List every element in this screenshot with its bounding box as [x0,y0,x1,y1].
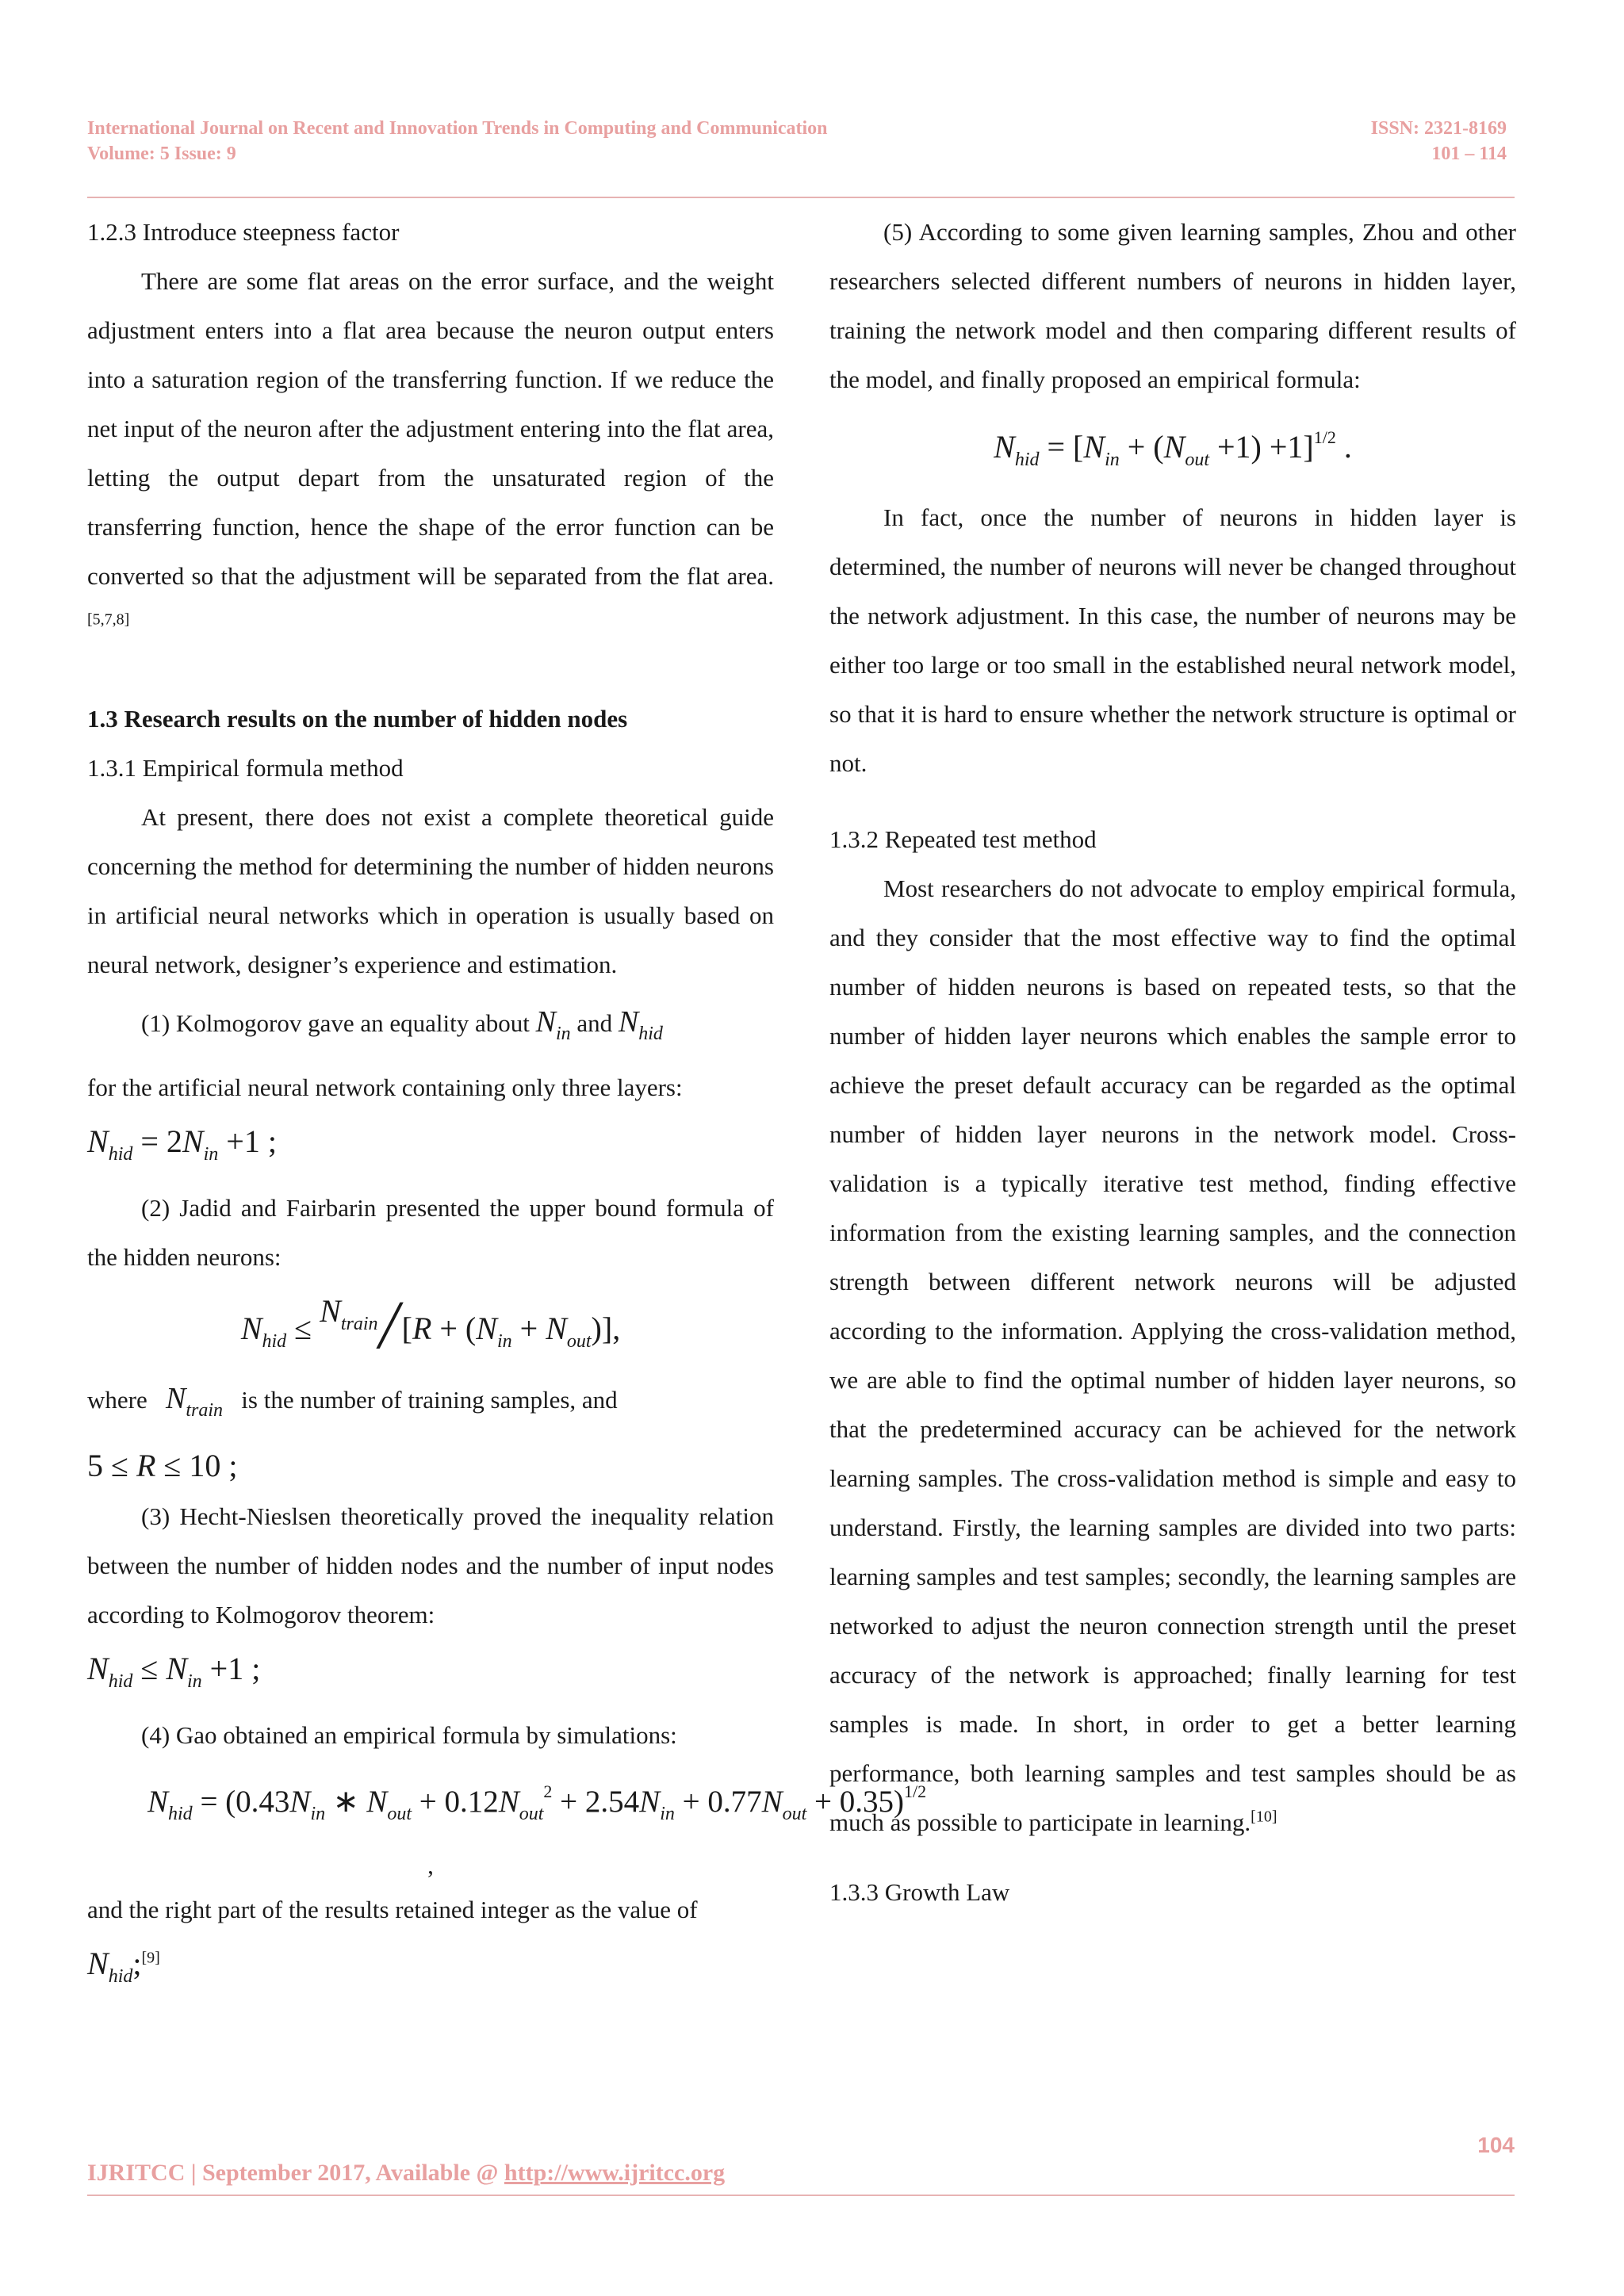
zhou-paragraph: (5) According to some given learning samples, Zhou and other researchers selected different numbers of neurons in hidden layer, training the network model and then comparing different results of the model, and finally proposed an empirical formula: [829,218,1516,393]
equation-zhou: $N_{hid} = [N_{in} + (N_{out} +1) +1]^{1/2}$ . [994,427,1352,470]
section-1-3-2-body [829,864,1516,1847]
section-1-3-3-title: 1.3.3 Growth Law [829,1878,1010,1906]
where-a: where [87,1386,147,1414]
spacer [829,1847,1516,1868]
equation-kolmogorov: $N_{hid} = 2N_{in} +1$ ; [87,1123,277,1165]
page-number: 104 [1477,2133,1515,2157]
hecht-paragraph: (3) Hecht-Nieslsen theoretically proved the inequality relation between the number of hidden nodes and the number of input nodes according to Kolmogorov theorem: [87,1502,774,1628]
spacer [87,650,774,695]
gao-comma: , [427,1851,434,1879]
volume-issue: Volume: 5 Issue: 9 [87,144,236,164]
n-in-symbol: $N_{in}$ [535,1005,571,1044]
section-1-3-title: 1.3 Research results on the number of hidden nodes [87,705,628,733]
issn: ISSN: 2321-8169 [1370,118,1507,139]
journal-title: International Journal on Recent and Innovation Trends in Computing and Communication [87,118,828,139]
equation-jadid: $N_{hid}$ ≤ $N_{train}╱[R + (N_{in} + N_{out})]$, [240,1293,621,1352]
journal-link[interactable]: http://www.ijritcc.org [504,2160,726,2186]
kolmogorov-paragraph [87,989,774,1063]
spacer [829,788,1516,815]
header-right [1371,116,1507,166]
header-left [87,116,828,166]
n-hid-final: $N_{hid};[9]$ [87,1946,160,1987]
section-1-3-2-title: 1.3.2 Repeated test method [829,825,1097,853]
section-1-2-3-body [87,257,774,650]
footer-label: IJRITCC | September 2017, Available @ [87,2160,499,2186]
citation: [10] [1251,1808,1277,1826]
section-1-3-1-body: At present, there does not exist a complete theoretical guide concerning the method for determining the number of hidden neurons in artificial neural networks which in operation is usually based on neural network, designer’s experience and estimation. [87,803,774,978]
n-train-symbol: $N_{train}$ [165,1382,224,1421]
n-hid-symbol: $N_{hid}$ [618,1005,663,1044]
s123-text: There are some flat areas on the error surface, and the weight adjustment enters into a flat area because the neuron output enters into a saturation region of the transferring function. If we reduce the net input of the neuron after the adjustment entering into the flat area, letting the output depart from the unsaturated region of the transferring function, hence the shape of the error function can be converted so that the adjustment will be separated from the flat area. [87,267,774,590]
where-b: is the number of training samples, and [241,1386,618,1414]
gao-after: and the right part of the results retained integer as the value of [87,1896,698,1923]
section-1-3-1-title: 1.3.1 Empirical formula method [87,754,404,782]
page-range: 101 – 114 [1431,144,1507,164]
p1-text-b: for the artificial neural network containing only three layers: [87,1073,683,1101]
citation: [9] [141,1949,160,1967]
fact-paragraph: In fact, once the number of neurons in hidden layer is determined, the number of neurons will never be changed throughout the network adjustment. In this case, the number of neurons may be either too large or too small in the established neural network model, so that it is hard to ensure whether the network structure is optimal or not. [829,503,1516,777]
header-rule [87,197,1515,198]
equation-gao: $N_{hid} = (0.43N_{in}$ ∗ $N_{out} + 0.12N_{out}^2 + 2.54N_{in} + 0.77N_{out} + 0.35)^{1/2}$ [147,1781,927,1824]
p1-text-a: (1) Kolmogorov gave an equality about [141,1009,530,1037]
gao-paragraph: (4) Gao obtained an empirical formula by simulations: [141,1721,677,1749]
p1-and: and [576,1009,613,1037]
equation-hecht: $N_{hid} \le N_{in} +1$ ; [87,1651,261,1692]
citation: [5,7,8] [87,610,130,629]
jadid-paragraph: (2) Jadid and Fairbarin presented the upper bound formula of the hidden neurons: [87,1194,774,1271]
section-1-2-3-title: 1.2.3 Introduce steepness factor [87,218,400,246]
equation-r-range: 5 ≤ R ≤ 10 ; [87,1448,238,1483]
right-column [829,208,1516,1917]
footer-rule [87,2195,1515,2196]
footer-text [87,2160,725,2187]
s132-text: Most researchers do not advocate to employ empirical formula, and they consider that the most effective way to find the optimal number of hidden neurons is based on repeated tests, so that the number of hidden layer neurons which enables the sample error to achieve the preset default accuracy can be regarded as the optimal number of hidden layer neurons in the network model. Cross-validation is a typically iterative test method, finding effective information from the existing learning samples, and the connection strength between different network neurons will be adjusted according to the information. Applying the cross-validation method, we are able to find the optimal number of hidden layer neurons, so that the predetermined accuracy can be achieved for the network learning samples. The cross-validation method is simple and easy to understand. Firstly, the learning samples are divided into two parts: learning samples and test samples; secondly, the learning samples are networked to adjust the neuron connection strength until the preset accuracy of the network is approached; finally learning for test samples is made. In short, in order to get a better learning performance, both learning samples and test samples should be as much as possible to participate in learning. [829,874,1516,1836]
